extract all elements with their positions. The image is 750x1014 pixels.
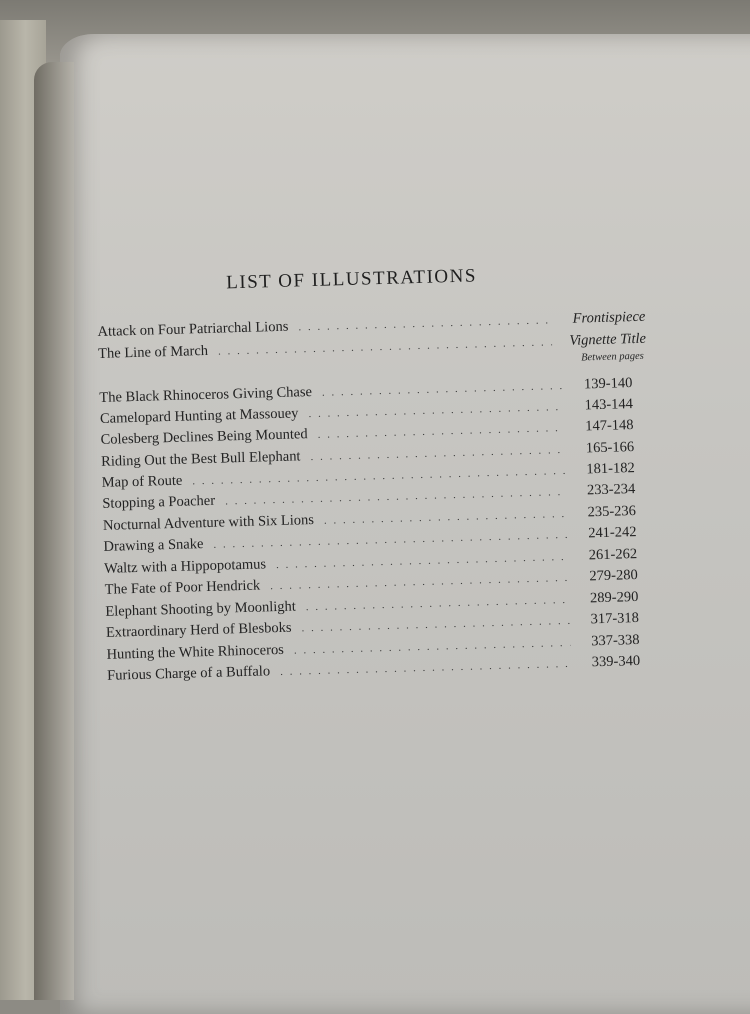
entry-title: The Black Rhinoceros Giving Chase <box>99 384 313 406</box>
dot-leader <box>317 422 564 441</box>
entry-pages: 147-148 <box>584 417 634 435</box>
entry-pages: 139-140 <box>583 375 633 393</box>
between-pages-header: Between pages <box>580 350 644 364</box>
dot-leader <box>294 637 571 657</box>
entry-title: Hunting the White Rhinoceros <box>106 641 285 663</box>
dot-leader <box>301 615 570 634</box>
entry-title: The Fate of Poor Hendrick <box>104 577 261 598</box>
entry-pages: 261-262 <box>588 546 638 564</box>
page-gutter <box>34 62 74 1000</box>
entry-page: Vignette Title <box>569 330 647 349</box>
entry-pages: 235-236 <box>587 503 637 521</box>
entry-page: Frontispiece <box>572 308 646 327</box>
entry-pages: 279-280 <box>589 566 638 585</box>
entry-pages: 233-234 <box>586 481 636 499</box>
entry-pages: 165-166 <box>585 439 635 457</box>
entry-pages: 337-338 <box>590 631 640 650</box>
entry-title: Riding Out the Best Bull Elephant <box>100 448 301 470</box>
entry-pages: 143-144 <box>584 396 634 414</box>
entry-title: Waltz with a Hippopotamus <box>103 556 267 577</box>
dot-leader <box>310 444 565 463</box>
entry-title: Stopping a Poacher <box>102 492 216 512</box>
dot-leader <box>298 314 551 333</box>
dot-leader <box>306 594 570 613</box>
dot-leader <box>324 508 567 527</box>
entry-pages: 181-182 <box>586 460 635 478</box>
page-title: LIST OF ILLUSTRATIONS <box>225 265 478 294</box>
entry-title: Colesberg Declines Being Mounted <box>100 426 308 448</box>
dot-leader <box>280 658 571 678</box>
entry-pages: 317-318 <box>590 609 640 628</box>
dot-leader <box>276 551 568 571</box>
entry-title: Nocturnal Adventure with Six Lions <box>102 512 315 534</box>
dot-leader <box>322 380 564 399</box>
entry-title: Drawing a Snake <box>103 536 204 555</box>
entry-title: Attack on Four Patriarchal Lions <box>97 318 289 340</box>
entry-title: The Line of March <box>97 342 209 362</box>
entry-title: Camelopard Hunting at Massouey <box>99 405 299 427</box>
entry-pages: 289-290 <box>589 588 639 607</box>
entry-title: Furious Charge of a Buffalo <box>106 663 271 684</box>
entry-title: Extraordinary Herd of Blesboks <box>105 619 292 641</box>
dot-leader <box>308 401 564 420</box>
entry-title: Elephant Shooting by Moonlight <box>105 598 297 620</box>
entry-pages: 241-242 <box>587 524 637 542</box>
entry-title: Map of Route <box>101 472 183 491</box>
entry-pages: 339-340 <box>591 652 641 671</box>
